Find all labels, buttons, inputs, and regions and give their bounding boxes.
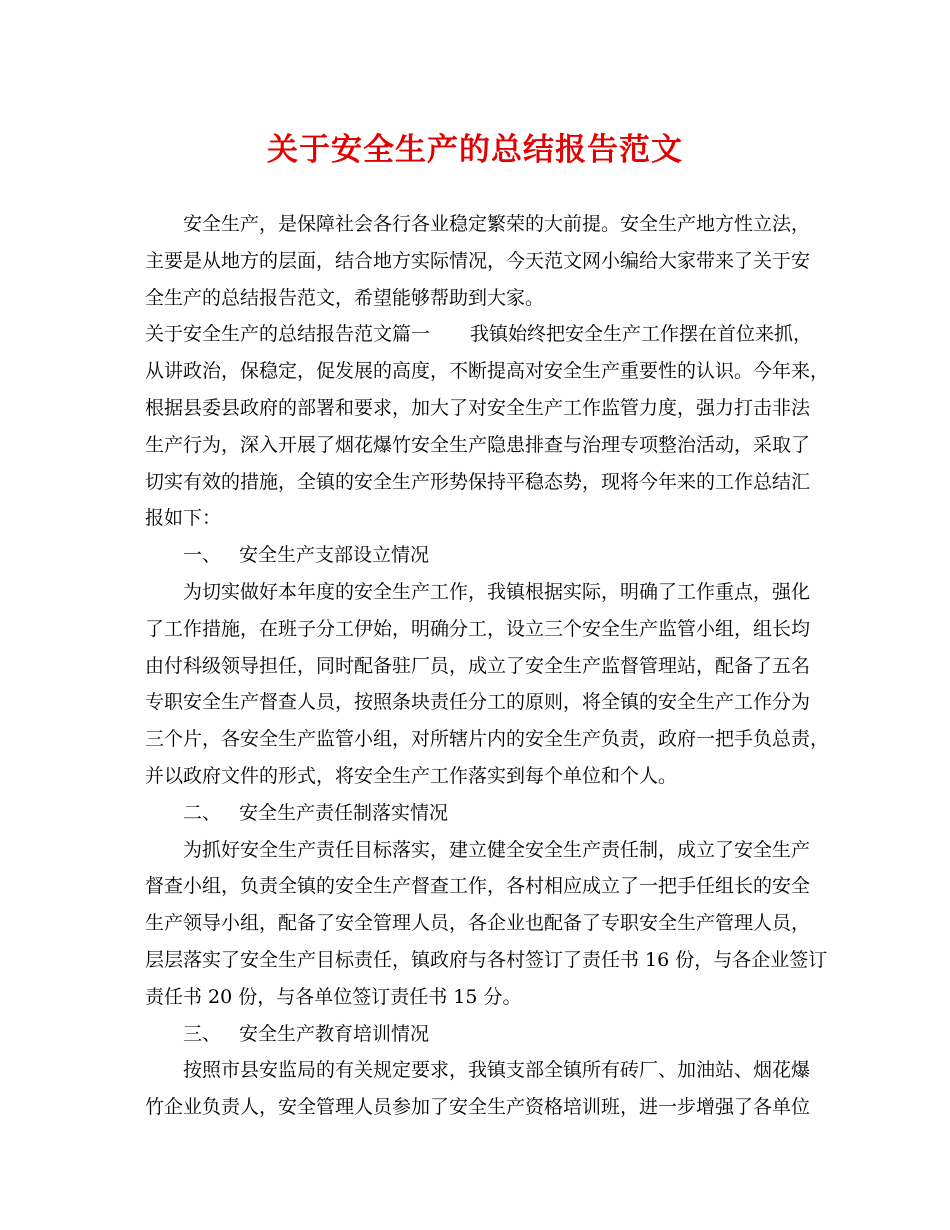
text-line: 层层落实了安全生产目标责任，镇政府与各村签订了责任书 16 份，与各企业签订 [145,948,828,971]
heading-text: 安全生产支部设立情况 [239,544,430,567]
document-body [145,206,830,1126]
text-line: 主要是从地方的层面，结合地方实际情况，今天范文网小编给大家带来了关于安 [145,249,811,272]
text-line: 按照市县安监局的有关规定要求，我镇支部全镇所有砖厂、加油站、烟花爆 [183,1059,811,1082]
text-line: 切实有效的措施，全镇的安全生产形势保持平稳态势，现将今年来的工作总结汇 [145,470,811,493]
section-heading-3 [145,1016,805,1053]
section-label: 关于安全生产的总结报告范文篇一 [145,323,431,346]
text-line: 从讲政治，保稳定，促发展的高度，不断提高对安全生产重要性的认识。今年来， [145,360,830,383]
document-title: 关于安全生产的总结报告范文 [267,132,683,168]
text-line: 三个片，各安全生产监管小组，对所辖片内的安全生产负责，政府一把手负总责， [145,728,830,751]
text-line: 由付科级领导担任，同时配备驻厂员，成立了安全生产监督管理站，配备了五名 [145,654,811,677]
heading-text: 安全生产教育培训情况 [239,1022,430,1045]
text-line: 督查小组，负责全镇的安全生产督查工作，各村相应成立了一把手任组长的安全 [145,875,811,898]
text-line: 全生产的总结报告范文，希望能够帮助到大家。 [145,286,545,309]
text-line [145,316,813,353]
heading-number: 一、 [183,544,222,567]
text-line: 竹企业负责人，安全管理人员参加了安全生产资格培训班，进一步增强了各单位 [145,1096,811,1119]
heading-number: 三、 [183,1022,222,1045]
text-line: 了工作措施，在班子分工伊始，明确分工，设立三个安全生产监管小组，组长均 [145,617,811,640]
text-span: 我镇始终把安全生产工作摆在首位来抓， [470,323,813,346]
text-line: 并以政府文件的形式，将安全生产工作落实到每个单位和个人。 [145,764,678,787]
text-line: 生产领导小组，配备了安全管理人员，各企业也配备了专职安全生产管理人员， [145,912,811,935]
text-line: 为抓好安全生产责任目标落实，建立健全安全生产责任制，成立了安全生产 [183,838,811,861]
text-line: 根据县委县政府的部署和要求，加大了对安全生产工作监管力度，强力打击非法 [145,396,811,419]
section-heading-1 [145,537,805,574]
text-line: 生产行为，深入开展了烟花爆竹安全生产隐患排查与治理专项整治活动，采取了 [145,433,811,456]
section-heading-2 [145,795,805,832]
text-line: 责任书 20 份，与各单位签订责任书 15 分。 [145,985,522,1008]
heading-text: 安全生产责任制落实情况 [239,801,449,824]
text-line: 专职安全生产督查人员，按照条块责任分工的原则，将全镇的安全生产工作分为 [145,691,811,714]
text-line: 报如下： [145,507,222,530]
text-line: 为切实做好本年度的安全生产工作，我镇根据实际，明确了工作重点，强化 [183,580,811,603]
text-line: 安全生产，是保障社会各行各业稳定繁荣的大前提。安全生产地方性立法， [183,213,811,235]
heading-number: 二、 [183,801,222,824]
